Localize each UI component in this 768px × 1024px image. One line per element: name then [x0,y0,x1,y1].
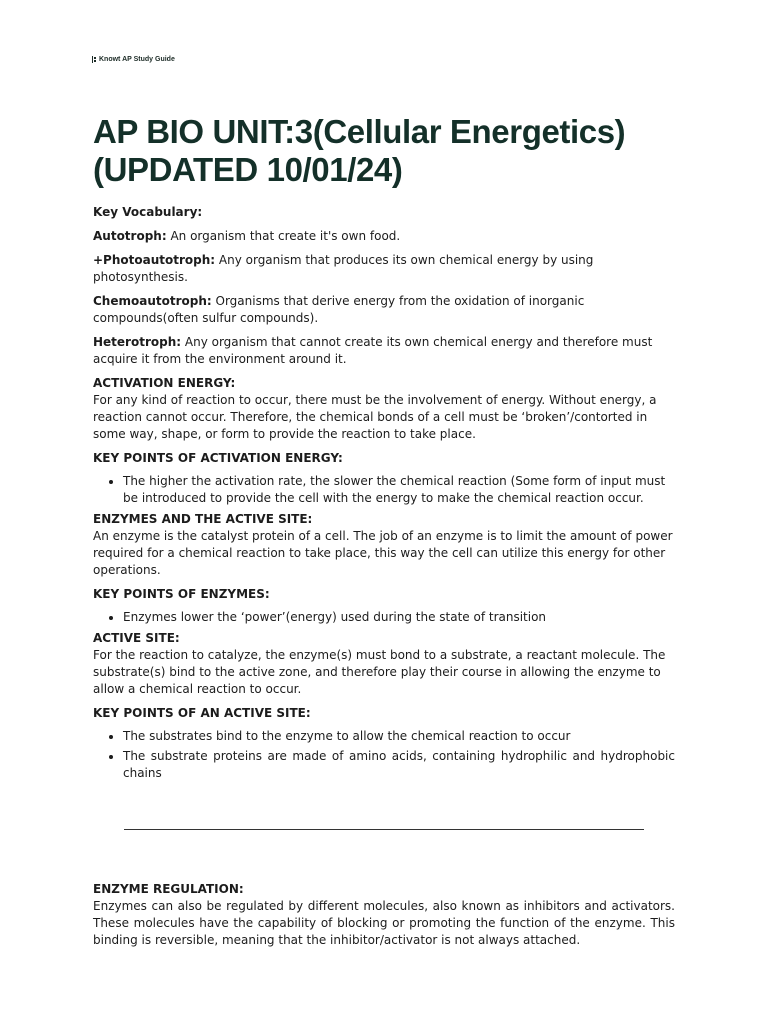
active-site-heading: ACTIVE SITE: [93,631,180,645]
enzymes-key-heading-block [93,586,675,603]
term-heterotroph: Heterotroph: [93,335,182,349]
vocab-heading [93,204,675,221]
list-item: • The higher the activation rate, the slower the chemical reaction (Some form of input must be introduced to provide the cell with the energy to make the chemical reaction occur. [123,473,675,507]
def-heterotroph: Any organism that cannot create its own chemical energy and therefore must acquire it from the environment around it. [93,335,653,366]
list-item: • Enzymes lower the ‘power’(energy) used during the state of transition [123,609,675,626]
document-body [93,204,675,956]
activation-body: For any kind of reaction to occur, there must be the involvement of energy. Without energy, a reaction cannot occur. Therefore, the chemical bonds of a cell must be ‘broken’/contorted in some way, shape, or form to provide the reaction to take place. [93,393,657,441]
vocab-autotroph [93,228,675,245]
vocab-heterotroph [93,334,675,368]
activation-section [93,375,675,443]
active-site-body: For the reaction to catalyze, the enzyme(s) must bond to a substrate, a reactant molecule. The substrate(s) bind to the active zone, and therefore play their course in allowing the enzyme to allow a chemical reaction to occur. [93,648,666,696]
activation-key-heading: KEY POINTS OF ACTIVATION ENERGY: [93,451,343,465]
term-chemoautotroph: Chemoautotroph: [93,294,212,308]
brand-header [92,56,175,63]
def-photoautotroph: Any organism that produces its own chemical energy by using photosynthesis. [93,253,594,284]
active-site-key-heading: KEY POINTS OF AN ACTIVE SITE: [93,706,311,720]
activation-key-list [93,473,675,507]
def-autotroph: An organism that create it's own food. [166,229,401,243]
brand-label: Knowt AP Study Guide [99,56,175,63]
enzymes-section [93,511,675,579]
regulation-section [93,881,675,949]
vocab-photoautotroph [93,252,675,286]
enzymes-key-heading: KEY POINTS OF ENZYMES: [93,587,270,601]
enzymes-body: An enzyme is the catalyst protein of a cell. The job of an enzyme is to limit the amount of power required for a chemical reaction to take place, this way the cell can utilize this energy for other operations. [93,529,673,577]
vocab-heading-text: Key Vocabulary: [93,205,203,219]
page-title: AP BIO UNIT:3(Cellular Energetics) (UPDATED 10/01/24) [93,113,626,188]
activation-heading: ACTIVATION ENERGY: [93,376,236,390]
regulation-body: Enzymes can also be regulated by different molecules, also known as inhibitors and activators. These molecules have the capability of blocking or promoting the function of the enzyme. This binding is reversible, meaning that the inhibitor/activator is not always attached. [93,899,675,947]
list-item: • The substrate proteins are made of amino acids, containing hydrophilic and hydrophobic chains [123,748,675,782]
active-site-section [93,630,675,698]
knowt-logo-icon [92,56,96,63]
active-site-key-heading-block [93,705,675,722]
regulation-heading: ENZYME REGULATION: [93,882,244,896]
def-chemoautotroph: Organisms that derive energy from the oxidation of inorganic compounds(often sulfur compounds). [93,294,585,325]
vocab-chemoautotroph [93,293,675,327]
activation-key-heading-block [93,450,675,467]
enzymes-heading: ENZYMES AND THE ACTIVE SITE: [93,512,313,526]
enzymes-key-list [93,609,675,626]
term-photoautotroph: +Photoautotroph: [93,253,216,267]
list-item: • The substrates bind to the enzyme to allow the chemical reaction to occur [123,728,675,745]
active-site-key-list [93,728,675,782]
term-autotroph: Autotroph: [93,229,167,243]
